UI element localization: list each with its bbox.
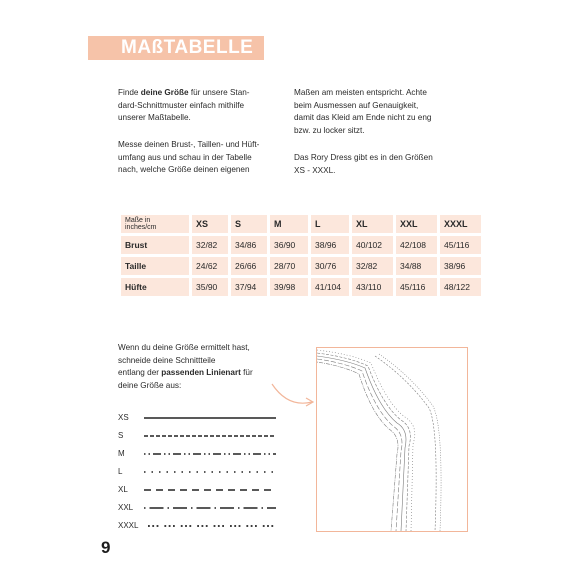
size-header-m: M	[270, 215, 308, 233]
intro-text: Finde	[118, 88, 141, 97]
line-label: XS	[118, 413, 129, 422]
line-sample-short-dash	[142, 429, 282, 443]
cut-instructions	[118, 342, 288, 392]
intro-text: beim Ausmessen auf Genauigkeit,	[294, 100, 419, 110]
table-cell: 45/116	[396, 278, 437, 296]
pattern-lines-illustration	[317, 348, 467, 531]
size-header-xxl: XXL	[396, 215, 437, 233]
row-label: Hüfte	[121, 278, 189, 296]
unit-label: Maße in	[125, 216, 151, 224]
table-cell: 38/96	[311, 236, 349, 254]
cut-text: für	[240, 368, 253, 378]
table-cell: 43/110	[352, 278, 393, 296]
line-label: XL	[118, 485, 128, 494]
size-header-xl: XL	[352, 215, 393, 233]
curved-arrow-icon	[270, 380, 320, 410]
intro-text: nach, welche Größe deinen eigenen	[118, 165, 250, 175]
size-header-xxxl: XXXL	[440, 215, 481, 233]
cut-text: deine Größe aus:	[118, 380, 182, 390]
table-cell: 34/88	[396, 257, 437, 275]
row-label: Taille	[121, 257, 189, 275]
cut-text: entlang der	[118, 368, 162, 378]
table-cell: 35/90	[192, 278, 228, 296]
table-cell: 32/82	[192, 236, 228, 254]
intro-text: Messe deinen Brust-, Taillen- und Hüft-	[118, 140, 260, 149]
line-row-xxl	[118, 501, 318, 515]
table-cell: 42/108	[396, 236, 437, 254]
intro-text: unserer Maßtabelle.	[118, 113, 191, 123]
intro-text: umfang aus und schau in der Tabelle	[118, 152, 252, 162]
table-cell: 30/76	[311, 257, 349, 275]
table-cell: 28/70	[270, 257, 308, 275]
row-label: Brust	[121, 236, 189, 254]
intro-text: XS - XXXL.	[294, 165, 336, 175]
table-cell: 45/116	[440, 236, 481, 254]
intro-bold: deine Größe	[140, 88, 189, 97]
cut-text: schneide deine Schnittteile	[118, 355, 216, 365]
line-sample-dash-dot-long	[142, 501, 282, 515]
unit-label: inches/cm	[125, 224, 157, 231]
line-label: XXXL	[118, 521, 139, 530]
table-cell: 38/96	[440, 257, 481, 275]
table-cell: 37/94	[231, 278, 267, 296]
intro-text: dard-Schnittmuster einfach mithilfe	[118, 100, 245, 110]
intro-text: bzw. zu locker sitzt.	[294, 125, 365, 135]
table-row-taille	[121, 257, 481, 275]
line-sample-dash-dot	[142, 447, 282, 461]
table-cell: 34/86	[231, 236, 267, 254]
intro-right-paragraph-2	[294, 152, 464, 177]
table-cell: 24/62	[192, 257, 228, 275]
size-header-xs: XS	[192, 215, 228, 233]
intro-text: Maßen am meisten entspricht. Achte	[294, 88, 427, 97]
table-cell: 26/66	[231, 257, 267, 275]
line-label: XXL	[118, 503, 134, 512]
table-cell: 41/104	[311, 278, 349, 296]
line-row-m	[118, 447, 318, 461]
intro-text: damit das Kleid am Ende nicht zu eng	[294, 113, 432, 123]
line-sample-long-dash	[142, 483, 282, 497]
table-row-brust	[121, 236, 481, 254]
table-cell: 39/98	[270, 278, 308, 296]
line-row-s	[118, 429, 318, 443]
intro-text: Das Rory Dress gibt es in den Größen	[294, 153, 433, 162]
size-header-l: L	[311, 215, 349, 233]
line-sample-dot-cluster	[142, 519, 282, 533]
pattern-illustration-frame	[316, 347, 468, 532]
line-sample-dotted	[142, 465, 282, 479]
table-cell: 48/122	[440, 278, 481, 296]
table-unit-cell	[121, 215, 189, 233]
table-cell: 36/90	[270, 236, 308, 254]
line-row-l	[118, 465, 318, 479]
size-header-s: S	[231, 215, 267, 233]
line-label: S	[118, 431, 124, 440]
line-sample-solid	[142, 411, 282, 425]
cut-bold: passenden Linienart	[161, 368, 241, 378]
line-row-xs	[118, 411, 318, 425]
intro-left-paragraph-1	[118, 87, 288, 125]
intro-right-paragraph-1	[294, 87, 464, 137]
table-header-row	[121, 215, 481, 233]
line-label: L	[118, 467, 123, 476]
table-cell: 40/102	[352, 236, 393, 254]
table-row-huefte	[121, 278, 481, 296]
line-row-xxxl	[118, 519, 318, 533]
size-table	[118, 212, 484, 299]
intro-text: für unsere Stan-	[188, 88, 250, 97]
line-label: M	[118, 449, 125, 458]
page-number: 9	[101, 538, 111, 557]
line-row-xl	[118, 483, 318, 497]
intro-left-paragraph-2	[118, 139, 288, 177]
table-cell: 32/82	[352, 257, 393, 275]
page-title: MAßTABELLE	[121, 37, 254, 58]
cut-text: Wenn du deine Größe ermittelt hast,	[118, 343, 250, 352]
